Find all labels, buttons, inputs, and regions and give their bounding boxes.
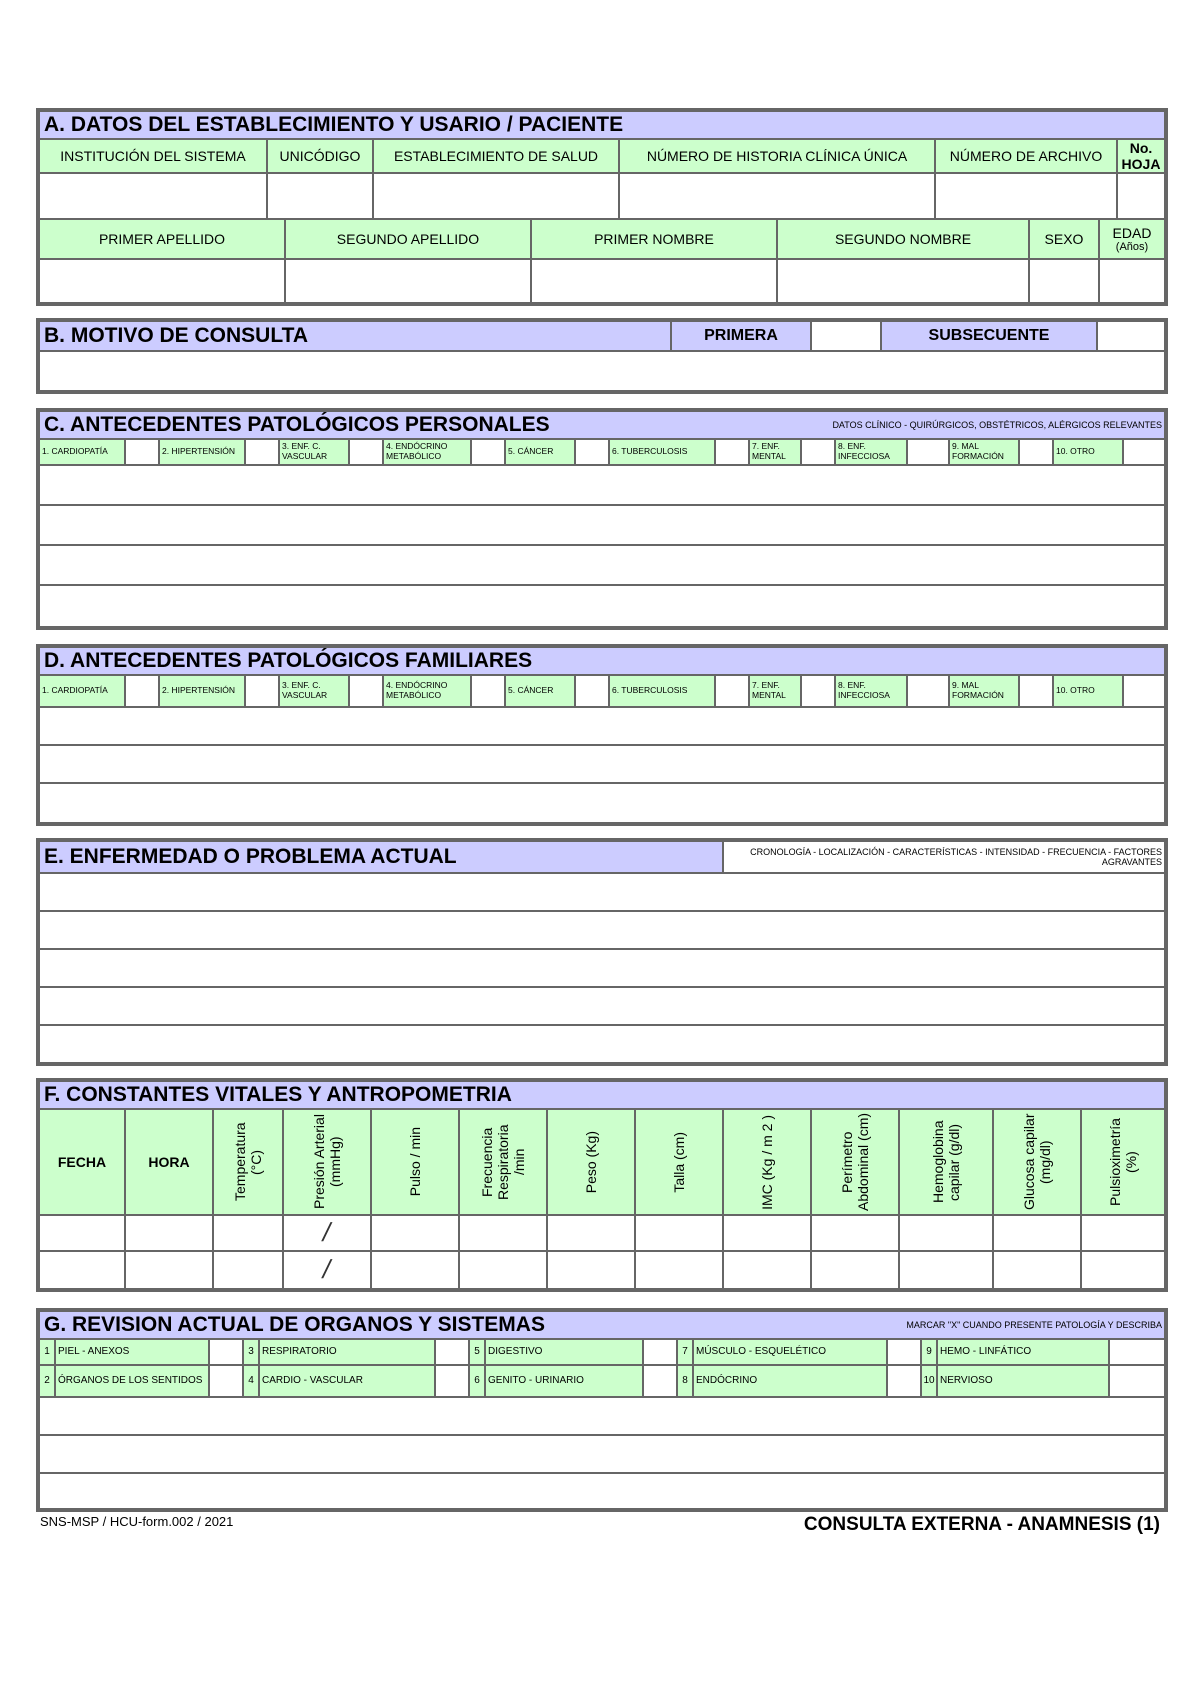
checkbox-cardiopatia[interactable] <box>126 440 160 464</box>
label-glucosa: Glucosa capilar (mg/dl) <box>994 1110 1082 1214</box>
checkbox-primera[interactable] <box>812 322 882 350</box>
field-primer-apellido[interactable] <box>40 260 286 302</box>
checkbox-mal-formacion[interactable] <box>1020 440 1054 464</box>
checkbox-respiratorio[interactable] <box>436 1340 470 1364</box>
label-cancer: 5. CÁNCER <box>506 440 576 464</box>
label-cardiopatia: 1. CARDIOPATÍA <box>40 440 126 464</box>
label-hemoglobina: Hemoglobina capilar (g/dl) <box>900 1110 994 1214</box>
section-f-title: F. CONSTANTES VITALES Y ANTROPOMETRIA <box>44 1082 512 1106</box>
label-endocrino: 4. ENDÓCRINO METABÓLICO <box>384 676 472 706</box>
section-c-title: C. ANTECEDENTES PATOLÓGICOS PERSONALES <box>44 412 550 436</box>
checkbox-subsecuente[interactable] <box>1098 322 1164 350</box>
checkbox-tuberculosis[interactable] <box>716 440 750 464</box>
label-hipertension: 2. HIPERTENSIÓN <box>160 440 246 464</box>
checkbox-cancer[interactable] <box>576 676 610 706</box>
field-temperatura[interactable] <box>214 1216 284 1250</box>
item-number: 9 <box>922 1340 938 1364</box>
label-pulso: Pulso / min <box>372 1110 460 1214</box>
field-fecha[interactable] <box>40 1252 126 1288</box>
field-hora[interactable] <box>126 1252 214 1288</box>
label-perimetro-abdominal: Perímetro Abdominal (cm) <box>812 1110 900 1214</box>
label-mal-formacion: 9. MAL FORMACIÓN <box>950 440 1020 464</box>
checkbox-enf-infecciosa[interactable] <box>908 676 950 706</box>
field-frecuencia-respiratoria[interactable] <box>460 1252 548 1288</box>
field-edad[interactable] <box>1100 260 1164 302</box>
field-motivo-consulta[interactable] <box>40 352 1164 390</box>
label-cardio-vascular: CARDIO - VASCULAR <box>260 1366 436 1396</box>
section-b-title: B. MOTIVO DE CONSULTA <box>40 322 672 350</box>
field-fecha[interactable] <box>40 1216 126 1250</box>
field-presion-arterial[interactable] <box>284 1216 372 1250</box>
label-primera: PRIMERA <box>672 322 812 350</box>
label-enf-mental: 7. ENF. MENTAL <box>750 676 802 706</box>
label-no-hoja <box>1118 140 1164 172</box>
text-line[interactable] <box>40 586 1164 626</box>
label-imc: IMC (Kg / m 2 ) <box>724 1110 812 1214</box>
label-unicodigo: UNICÓDIGO <box>268 140 374 172</box>
text-line[interactable] <box>40 950 1164 986</box>
label-enf-vascular: 3. ENF. C. VASCULAR <box>280 440 350 464</box>
text-line[interactable] <box>40 988 1164 1024</box>
section-a-title: A. DATOS DEL ESTABLECIMIENTO Y USARIO / PACIENTE <box>44 112 624 136</box>
section-c <box>36 408 1168 630</box>
label-endocrino: 4. ENDÓCRINO METABÓLICO <box>384 440 472 464</box>
checkbox-mal-formacion[interactable] <box>1020 676 1054 706</box>
checkbox-enf-mental[interactable] <box>802 440 836 464</box>
label-sexo: SEXO <box>1030 220 1100 258</box>
label-edad-text: EDAD <box>1112 224 1152 241</box>
section-d <box>36 644 1168 826</box>
field-hemoglobina[interactable] <box>900 1216 994 1250</box>
label-presion-arterial: Presión Arterial (mmHg) <box>284 1110 372 1214</box>
presion-separator: / <box>320 1217 334 1248</box>
field-pulsioximetria[interactable] <box>1082 1252 1164 1288</box>
label-tuberculosis: 6. TUBERCULOSIS <box>610 440 716 464</box>
checkbox-cardio-vascular[interactable] <box>436 1366 470 1396</box>
label-organos-sentidos: ÓRGANOS DE LOS SENTIDOS <box>56 1366 210 1396</box>
label-musculo-esqueletico: MÚSCULO - ESQUELÉTICO <box>694 1340 888 1364</box>
label-edad <box>1100 220 1164 258</box>
field-imc[interactable] <box>724 1216 812 1250</box>
field-glucosa[interactable] <box>994 1252 1082 1288</box>
item-number: 8 <box>678 1366 694 1396</box>
form-title: CONSULTA EXTERNA - ANAMNESIS (1) <box>803 1514 1160 1535</box>
label-numero-archivo: NÚMERO DE ARCHIVO <box>936 140 1118 172</box>
field-imc[interactable] <box>724 1252 812 1288</box>
text-line[interactable] <box>40 1436 1164 1472</box>
label-hoja: HOJA <box>1121 156 1161 172</box>
checkbox-endocrino-g[interactable] <box>888 1366 922 1396</box>
field-pulso[interactable] <box>372 1252 460 1288</box>
text-line[interactable] <box>40 1026 1164 1062</box>
field-temperatura[interactable] <box>214 1252 284 1288</box>
checkbox-nervioso[interactable] <box>1110 1366 1164 1396</box>
checkbox-piel-anexos[interactable] <box>210 1340 244 1364</box>
checkbox-genito-urinario[interactable] <box>644 1366 678 1396</box>
label-hipertension: 2. HIPERTENSIÓN <box>160 676 246 706</box>
text-line[interactable] <box>40 708 1164 744</box>
checkbox-enf-vascular[interactable] <box>350 440 384 464</box>
field-frecuencia-respiratoria[interactable] <box>460 1216 548 1250</box>
field-pulsioximetria[interactable] <box>1082 1216 1164 1250</box>
label-otro: 10. OTRO <box>1054 676 1124 706</box>
label-enf-infecciosa: 8. ENF. INFECCIOSA <box>836 676 908 706</box>
field-perimetro-abdominal[interactable] <box>812 1252 900 1288</box>
field-talla[interactable] <box>636 1252 724 1288</box>
label-edad-unit: (Años) <box>1115 240 1149 253</box>
field-sexo[interactable] <box>1030 260 1100 302</box>
label-otro: 10. OTRO <box>1054 440 1124 464</box>
label-enf-infecciosa: 8. ENF. INFECCIOSA <box>836 440 908 464</box>
field-establecimiento[interactable] <box>374 174 620 218</box>
section-b <box>36 318 1168 394</box>
field-perimetro-abdominal[interactable] <box>812 1216 900 1250</box>
label-tuberculosis: 6. TUBERCULOSIS <box>610 676 716 706</box>
label-cardiopatia: 1. CARDIOPATÍA <box>40 676 126 706</box>
field-numero-archivo[interactable] <box>936 174 1118 218</box>
field-hora[interactable] <box>126 1216 214 1250</box>
item-number: 1 <box>40 1340 56 1364</box>
item-number: 7 <box>678 1340 694 1364</box>
label-enf-mental: 7. ENF. MENTAL <box>750 440 802 464</box>
label-talla: Talla (cm) <box>636 1110 724 1214</box>
label-segundo-nombre: SEGUNDO NOMBRE <box>778 220 1030 258</box>
label-endocrino-g: ENDÓCRINO <box>694 1366 888 1396</box>
checkbox-musculo-esqueletico[interactable] <box>888 1340 922 1364</box>
field-segundo-apellido[interactable] <box>286 260 532 302</box>
text-line[interactable] <box>40 546 1164 584</box>
label-genito-urinario: GENITO - URINARIO <box>486 1366 644 1396</box>
field-unicodigo[interactable] <box>268 174 374 218</box>
item-number: 2 <box>40 1366 56 1396</box>
label-subsecuente: SUBSECUENTE <box>882 322 1098 350</box>
label-peso: Peso (Kg) <box>548 1110 636 1214</box>
label-fecha: FECHA <box>40 1110 126 1214</box>
section-d-title: D. ANTECEDENTES PATOLÓGICOS FAMILIARES <box>44 648 533 672</box>
label-hemo-linfatico: HEMO - LINFÁTICO <box>938 1340 1110 1364</box>
text-line[interactable] <box>40 1474 1164 1508</box>
text-line[interactable] <box>40 506 1164 544</box>
field-segundo-nombre[interactable] <box>778 260 1030 302</box>
item-number: 3 <box>244 1340 260 1364</box>
field-talla[interactable] <box>636 1216 724 1250</box>
presion-separator: / <box>320 1254 334 1285</box>
label-cancer: 5. CÁNCER <box>506 676 576 706</box>
section-g <box>36 1308 1168 1512</box>
checkbox-hemo-linfatico[interactable] <box>1110 1340 1164 1364</box>
field-pulso[interactable] <box>372 1216 460 1250</box>
checkbox-enf-infecciosa[interactable] <box>908 440 950 464</box>
label-primer-nombre: PRIMER NOMBRE <box>532 220 778 258</box>
section-e <box>36 838 1168 1066</box>
label-segundo-apellido: SEGUNDO APELLIDO <box>286 220 532 258</box>
section-a <box>36 108 1168 306</box>
text-line[interactable] <box>40 466 1164 504</box>
field-peso[interactable] <box>548 1252 636 1288</box>
label-historia-clinica: NÚMERO DE HISTORIA CLÍNICA ÚNICA <box>620 140 936 172</box>
checkbox-organos-sentidos[interactable] <box>210 1366 244 1396</box>
text-line[interactable] <box>40 912 1164 948</box>
section-e-note: CRONOLOGÍA - LOCALIZACIÓN - CARACTERÍSTICAS - INTENSIDAD - FRECUENCIA - FACTORES AGRAVANTES <box>724 842 1164 872</box>
field-glucosa[interactable] <box>994 1216 1082 1250</box>
section-e-title: E. ENFERMEDAD O PROBLEMA ACTUAL <box>40 842 724 872</box>
label-digestivo: DIGESTIVO <box>486 1340 644 1364</box>
label-piel-anexos: PIEL - ANEXOS <box>56 1340 210 1364</box>
label-primer-apellido: PRIMER APELLIDO <box>40 220 286 258</box>
checkbox-tuberculosis[interactable] <box>716 676 750 706</box>
checkbox-otro[interactable] <box>1124 676 1164 706</box>
label-establecimiento: ESTABLECIMIENTO DE SALUD <box>374 140 620 172</box>
label-institucion: INSTITUCIÓN DEL SISTEMA <box>40 140 268 172</box>
field-presion-arterial[interactable] <box>284 1252 372 1288</box>
text-line[interactable] <box>40 1398 1164 1434</box>
text-line[interactable] <box>40 874 1164 910</box>
section-g-note: MARCAR "X" CUANDO PRESENTE PATOLOGÍA Y DESCRIBA <box>906 1319 1162 1330</box>
label-respiratorio: RESPIRATORIO <box>260 1340 436 1364</box>
field-hemoglobina[interactable] <box>900 1252 994 1288</box>
section-g-title: G. REVISION ACTUAL DE ORGANOS Y SISTEMAS <box>44 1312 545 1336</box>
checkbox-digestivo[interactable] <box>644 1340 678 1364</box>
label-hora: HORA <box>126 1110 214 1214</box>
label-nervioso: NERVIOSO <box>938 1366 1110 1396</box>
field-no-hoja[interactable] <box>1118 174 1164 218</box>
label-frecuencia-respiratoria: Frecuencia Respiratoria /min <box>460 1110 548 1214</box>
item-number: 6 <box>470 1366 486 1396</box>
checkbox-enf-vascular[interactable] <box>350 676 384 706</box>
label-temperatura: Temperatura (°C) <box>214 1110 284 1214</box>
section-f <box>36 1078 1168 1292</box>
label-no: No. <box>1129 140 1153 156</box>
field-historia-clinica[interactable] <box>620 174 936 218</box>
checkbox-otro[interactable] <box>1124 440 1164 464</box>
section-c-note: DATOS CLÍNICO - QUIRÚRGICOS, OBSTÉTRICOS, ALÉRGICOS RELEVANTES <box>832 419 1162 430</box>
label-mal-formacion: 9. MAL FORMACIÓN <box>950 676 1020 706</box>
checkbox-hipertension[interactable] <box>246 440 280 464</box>
checkbox-enf-mental[interactable] <box>802 676 836 706</box>
label-enf-vascular: 3. ENF. C. VASCULAR <box>280 676 350 706</box>
field-peso[interactable] <box>548 1216 636 1250</box>
label-pulsioximetria: Pulsioximetría (%) <box>1082 1110 1164 1214</box>
checkbox-hipertension[interactable] <box>246 676 280 706</box>
checkbox-cancer[interactable] <box>576 440 610 464</box>
item-number: 4 <box>244 1366 260 1396</box>
text-line[interactable] <box>40 746 1164 782</box>
text-line[interactable] <box>40 784 1164 822</box>
item-number: 10 <box>922 1366 938 1396</box>
item-number: 5 <box>470 1340 486 1364</box>
checkbox-cardiopatia[interactable] <box>126 676 160 706</box>
field-primer-nombre[interactable] <box>532 260 778 302</box>
form-code: SNS-MSP / HCU-form.002 / 2021 <box>40 1514 234 1529</box>
checkbox-endocrino[interactable] <box>472 440 506 464</box>
field-institucion[interactable] <box>40 174 268 218</box>
checkbox-endocrino[interactable] <box>472 676 506 706</box>
